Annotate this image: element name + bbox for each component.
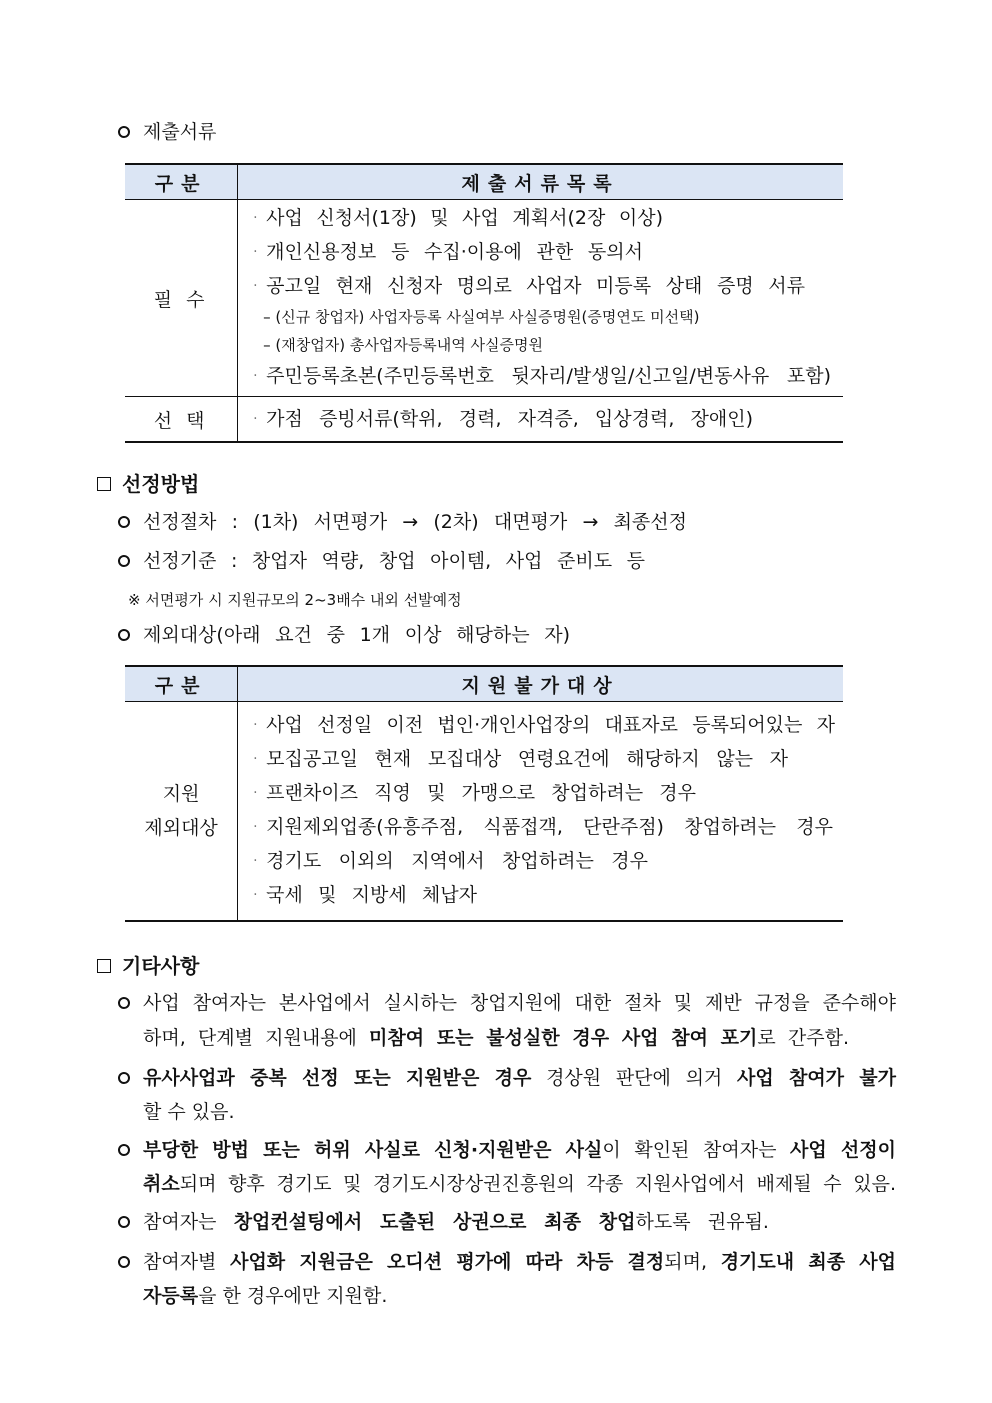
table-header-doc-list: 제출서류목록 [238,164,843,200]
circle-bullet-icon [118,1216,130,1228]
required-sub-2: – (재창업자) 총사업자등록내역 사실증명원 [263,336,543,354]
optional-item: 가점 증빙서류(학위, 경력, 자격증, 입상경력, 장애인) [266,408,753,430]
submit-docs-heading: 제출서류 [143,121,217,143]
other-p4: 참여자는 창업컨설팅에서 도출된 상권으로 최종 창업하도록 권유됨. [143,1211,769,1233]
excluded-item-3: 프랜차이즈 직영 및 가맹으로 창업하려는 경우 [266,782,696,804]
square-bullet-icon [97,477,111,491]
selection-criteria: 선정기준 : 창업자 역량, 창업 아이템, 사업 준비도 등 [143,550,645,572]
other-p2-line1: 유사사업과 중복 선정 또는 지원받은 경우 경상원 판단에 의거 사업 참여가 불가 [143,1067,896,1089]
excluded-item-2: 모집공고일 현재 모집대상 연령요건에 해당하지 않는 자 [266,748,788,770]
other-p1-line2: 하며, 단계별 지원내용에 미참여 또는 불성실한 경우 사업 참여 포기로 간주함. [143,1027,849,1049]
circle-bullet-icon [118,555,130,567]
table-header-category: 구분 [125,666,238,702]
selection-note: ※ 서면평가 시 지원규모의 2~3배수 내외 선발예정 [128,591,462,609]
required-item-3: 공고일 현재 신청자 명의로 사업자 미등록 상태 증명 서류 [266,275,805,297]
other-heading: 기타사항 [122,954,200,978]
other-p3-line2: 취소되며 향후 경기도 및 경기도시장상권진흥원의 각종 지원사업에서 배제될 수 있음. [143,1173,896,1195]
excluded-table: 구분 지원불가대상 지원 제외대상 · 사업 선정일 이전 법인·개인사업장의 대표자로 등록되어있는 자 · 모집공고일 현재 모집대상 연령요건에 해당하지 않는 자 · 프랜차이즈 직영 및 가맹으로 창업하려는 경우 · 지원제외업종(유흥주점, 식품접객, 단란주점) 창업하려는 경우 · 경기도 이외의 지역에서 창업하려는 경우 · 국세 및 지방세 체납자 [125,665,843,922]
circle-bullet-icon [118,997,130,1009]
circle-bullet-icon [118,629,130,641]
excluded-label-2: 제외대상 [144,817,218,839]
excluded-item-4: 지원제외업종(유흥주점, 식품접객, 단란주점) 창업하려는 경우 [266,816,833,838]
square-bullet-icon [97,959,111,973]
table-header-excluded: 지원불가대상 [238,666,843,702]
other-p5-line1: 참여자별 사업화 지원금은 오디션 평가에 따라 차등 결정되며, 경기도내 최종 사업 [143,1251,896,1273]
circle-bullet-icon [118,1256,130,1268]
required-sub-1: – (신규 창업자) 사업자등록 사실여부 사실증명원(증명연도 미선택) [263,308,700,326]
excluded-label-1: 지원 [162,783,200,805]
required-label: 필 수 [125,200,238,397]
table-header-category: 구분 [125,164,238,200]
circle-bullet-icon [118,126,130,138]
excluded-item-1: 사업 선정일 이전 법인·개인사업장의 대표자로 등록되어있는 자 [266,714,835,736]
optional-label: 선 택 [125,397,238,443]
other-p1-line1: 사업 참여자는 본사업에서 실시하는 창업지원에 대한 절차 및 제반 규정을 준수해야 [143,992,896,1014]
required-item-1: 사업 신청서(1장) 및 사업 계획서(2장 이상) [266,207,663,229]
excluded-item-5: 경기도 이외의 지역에서 창업하려는 경우 [266,850,648,872]
required-item-4: 주민등록초본(주민등록번호 뒷자리/발생일/신고일/변동사유 포함) [266,365,831,387]
required-item-2: 개인신용정보 등 수집·이용에 관한 동의서 [266,241,643,263]
other-p3-line1: 부당한 방법 또는 허위 사실로 신청·지원받은 사실이 확인된 참여자는 사업 선정이 [143,1139,896,1161]
other-p5-line2: 자등록을 한 경우에만 지원함. [143,1285,388,1307]
selection-process: 선정절차 : (1차) 서면평가 → (2차) 대면평가 → 최종선정 [143,511,687,533]
circle-bullet-icon [118,1144,130,1156]
circle-bullet-icon [118,1072,130,1084]
circle-bullet-icon [118,516,130,528]
excluded-item-6: 국세 및 지방세 체납자 [266,884,477,906]
other-p2-line2: 할 수 있음. [143,1101,235,1123]
excluded-heading: 제외대상(아래 요건 중 1개 이상 해당하는 자) [143,624,570,646]
selection-heading: 선정방법 [122,472,200,496]
submit-docs-table: 구분 제출서류목록 필 수 · 사업 신청서(1장) 및 사업 계획서(2장 이상) · 개인신용정보 등 수집·이용에 관한 동의서 · 공고일 현재 신청자 명의로 사업자 미등록 상태 증명 서류 – (신규 창업자) 사업자등록 사실여부 사실증명원(증명연도 미선택) – (재창업자) 총사업자등록내역 사실증명원 · 주민등록초본(주민등록번호 뒷자리/발생일/신고일/변동사유 포함) 선 택 · 가점 증빙서류(학위, 경력, 자격증, 입상경력, 장애인) [125,163,843,443]
